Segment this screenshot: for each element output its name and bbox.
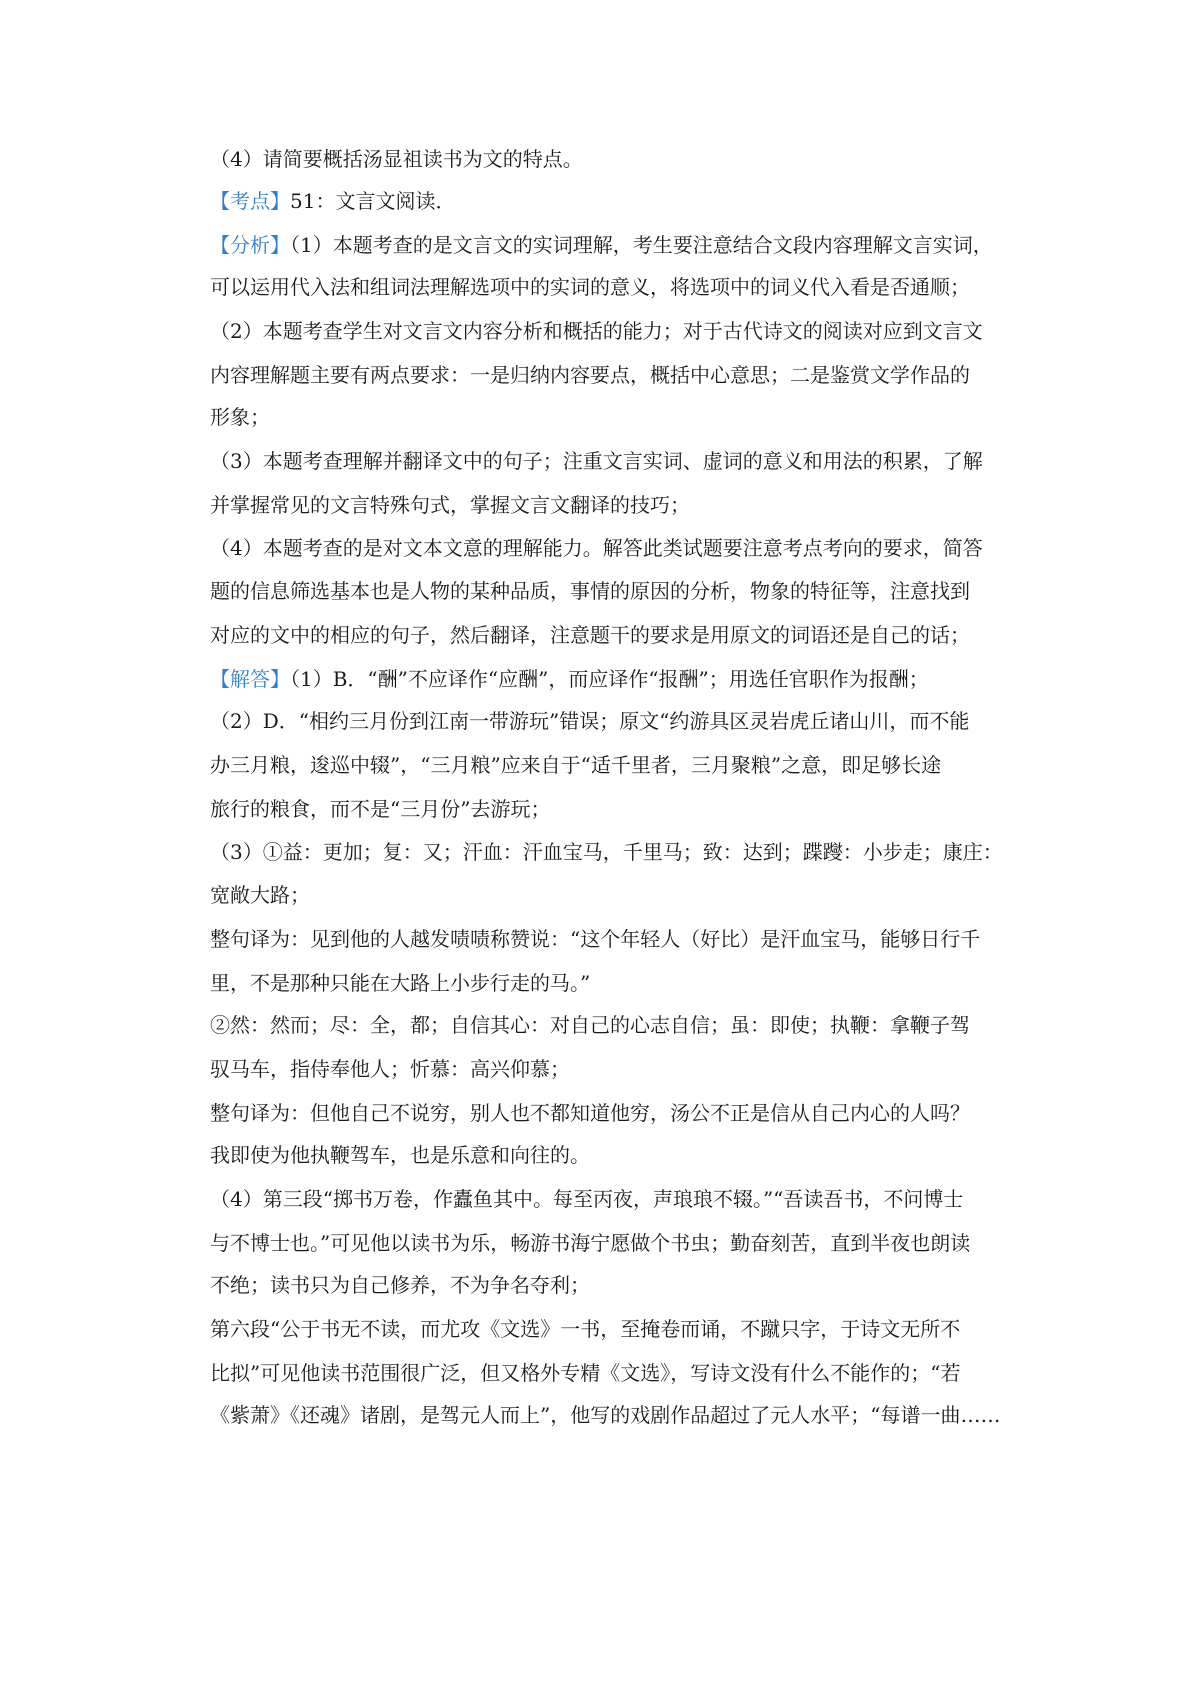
text-line — [210, 707, 1010, 735]
kaodian-line — [210, 187, 1010, 215]
line-text: 对应的文中的相应的句子，然后翻译，注意题干的要求是用原文的词语还是自己的话； — [210, 623, 970, 647]
text-line — [210, 403, 1010, 431]
text-line — [210, 491, 1010, 519]
text-line — [210, 1229, 1010, 1257]
line-text: 里，不是那种只能在大路上小步行走的马。” — [210, 971, 591, 995]
line-text: 51：文言文阅读． — [290, 189, 456, 213]
jieda-line — [210, 665, 1010, 693]
line-text: 办三月粮，逡巡中辍”，“三月粮”应来自于“适千里者，三月聚粮”之意，即足够长途 — [210, 753, 942, 777]
line-text: 整句译为：见到他的人越发啧啧称赞说：“这个年轻人（好比）是汗血宝马，能够日行千 — [210, 927, 981, 951]
text-line — [210, 361, 1010, 389]
text-line — [210, 1401, 1010, 1429]
line-text: （3）①益：更加；复：又；汗血：汗血宝马，千里马；致：达到；蹀躞：小步走；康庄： — [210, 840, 1003, 864]
line-text: （1）本题考查的是文言文的实词理解，考生要注意结合文段内容理解文言实词， — [290, 233, 993, 257]
line-text: 并掌握常见的文言特殊句式，掌握文言文翻译的技巧； — [210, 493, 690, 517]
line-text: 形象； — [210, 405, 270, 429]
text-line — [210, 1141, 1010, 1169]
text-line — [210, 1055, 1010, 1083]
line-text: （2）D．“相约三月份到江南一带游玩”错误；原文“约游具区灵岩虎丘诸山川，而不能 — [210, 709, 970, 733]
line-text: 宽敞大路； — [210, 883, 310, 907]
line-text: 我即使为他执鞭驾车，也是乐意和向往的。 — [210, 1143, 590, 1167]
line-text: 与不博士也。”可见他以读书为乐，畅游书海宁愿做个书虫；勤奋刻苦，直到半夜也朗读 — [210, 1231, 971, 1255]
text-line — [210, 795, 1010, 823]
text-line — [210, 1359, 1010, 1387]
text-line — [210, 881, 1010, 909]
line-text: （4）本题考查的是对文本文意的理解能力。解答此类试题要注意考点考向的要求，简答 — [210, 536, 983, 560]
kaodian-tag: 【考点】 — [210, 189, 290, 213]
text-line — [210, 621, 1010, 649]
jieda-tag: 【解答】 — [210, 667, 290, 691]
text-line — [210, 273, 1010, 301]
fenxi-tag: 【分析】 — [210, 233, 290, 257]
text-line — [210, 317, 1010, 345]
line-text: 驭马车，指侍奉他人；忻慕：高兴仰慕； — [210, 1057, 570, 1081]
line-text: （2）本题考查学生对文言文内容分析和概括的能力；对于古代诗文的阅读对应到文言文 — [210, 319, 983, 343]
line-text: 可以运用代入法和组词法理解选项中的实词的意义，将选项中的词义代入看是否通顺； — [210, 275, 970, 299]
text-line — [210, 925, 1010, 953]
line-text: 比拟”可见他读书范围很广泛，但又格外专精《文选》，写诗文没有什么不能作的；“若 — [210, 1361, 961, 1385]
text-line — [210, 1185, 1010, 1213]
line-text: （1）B．“酬”不应译作“应酬”，而应译作“报酬”；用选任官职作为报酬； — [290, 667, 929, 691]
line-text: 第六段“公于书无不读，而尤攻《文选》一书，至掩卷而诵，不蹴只字，于诗文无所不 — [210, 1317, 961, 1341]
line-text: 内容理解题主要有两点要求：一是归纳内容要点，概括中心意思；二是鉴赏文学作品的 — [210, 363, 970, 387]
line-text: （4）第三段“掷书万卷，作蠹鱼其中。每至丙夜，声琅琅不辍。”“吾读吾书，不问博士 — [210, 1187, 964, 1211]
text-line — [210, 447, 1010, 475]
text-line — [210, 577, 1010, 605]
line-text: 《紫萧》《还魂》诸剧，是驾元人而上”，他写的戏剧作品超过了元人水平；“每谱一曲…… — [210, 1403, 1001, 1427]
text-line — [210, 1011, 1010, 1039]
line-text: 整句译为：但他自己不说穷，别人也不都知道他穷，汤公不正是信从自己内心的人吗？ — [210, 1101, 970, 1125]
line-text: ②然：然而；尽：全，都；自信其心：对自己的心志自信；虽：即使；执鞭：拿鞭子驾 — [210, 1013, 970, 1037]
line-text: 旅行的粮食，而不是“三月份”去游玩； — [210, 797, 551, 821]
line-text: （4）请简要概括汤显祖读书为文的特点。 — [210, 147, 583, 171]
text-line — [210, 534, 1010, 562]
line-text: 题的信息筛选基本也是人物的某种品质，事情的原因的分析，物象的特征等，注意找到 — [210, 579, 970, 603]
text-line — [210, 1099, 1010, 1127]
text-line — [210, 969, 1010, 997]
text-line — [210, 1315, 1010, 1343]
question-4 — [210, 145, 1010, 173]
text-line — [210, 1271, 1010, 1299]
fenxi-line — [210, 231, 1010, 259]
text-line — [210, 838, 1010, 866]
line-text: 不绝；读书只为自己修养，不为争名夺利； — [210, 1273, 590, 1297]
line-text: （3）本题考查理解并翻译文中的句子；注重文言实词、虚词的意义和用法的积累，了解 — [210, 449, 983, 473]
text-line — [210, 751, 1010, 779]
